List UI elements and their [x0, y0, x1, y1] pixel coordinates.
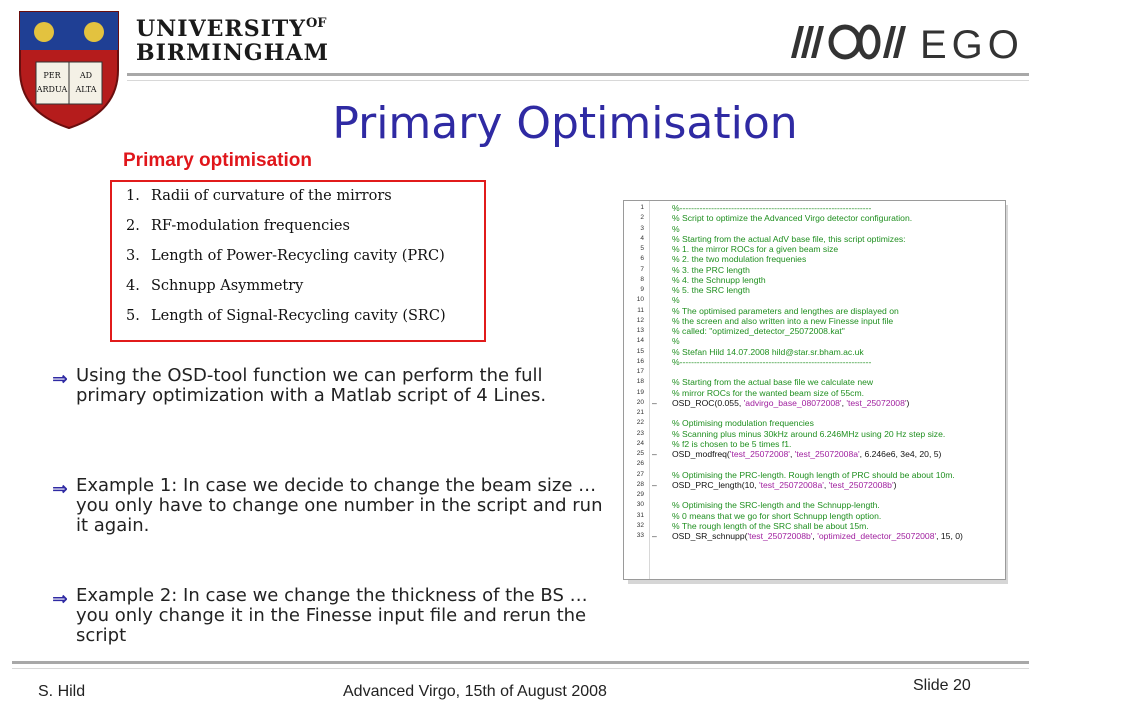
line-number: 12 [636, 316, 644, 324]
optimisation-item-number: 3. [126, 248, 140, 264]
footer-event: Advanced Virgo, 15th of August 2008 [343, 683, 607, 700]
code-token: OSD_modfreq( [672, 449, 730, 459]
line-number: 14 [636, 337, 644, 345]
optimisation-list-caption: Primary optimisation [123, 150, 312, 171]
line-number: 18 [636, 378, 644, 386]
optimisation-item-number: 1. [126, 188, 140, 204]
optimisation-item [126, 248, 445, 264]
code-token: , [841, 397, 847, 408]
code-comment: % mirror ROCs for the wanted beam size of 55cm. [672, 387, 864, 398]
header-divider [127, 73, 1029, 81]
line-number: 17 [636, 368, 644, 375]
code-token: , [823, 479, 829, 490]
crest-motto-per: PER [43, 71, 61, 80]
code-statement [672, 398, 909, 408]
code-token: ) [893, 479, 897, 490]
code-comment: % 3. the PRC length [672, 264, 750, 275]
code-string: 'test_25072008b' [828, 479, 894, 490]
footer-divider [12, 661, 1029, 669]
code-comment: % called: "optimized_detector_25072008.kat" [672, 326, 845, 336]
university-wordmark [136, 16, 329, 66]
line-number: 23 [636, 429, 644, 437]
optimisation-item-text: Radii of curvature of the mirrors [151, 188, 392, 204]
code-comment: % Optimising the PRC-length. Rough length of PRC should be about 10m. [672, 469, 955, 480]
code-comment: % Scanning plus minus 30kHz around 6.246MHz using 20 Hz step size. [672, 428, 946, 439]
code-comment: % Stefan Hild 14.07.2008 hild@star.sr.bham.ac.uk [672, 346, 864, 357]
bullet-text: Example 2: In case we change the thickness of the BS … you only change it in the Finesse input file and rerun the script [76, 585, 588, 646]
optimisation-item-text: Length of Signal-Recycling cavity (SRC) [151, 308, 446, 324]
code-statement [672, 449, 941, 459]
optimisation-item [126, 308, 446, 324]
code-statement [672, 480, 896, 490]
code-string: 'test_25072008a' [758, 479, 824, 490]
line-number: 25 [636, 450, 644, 457]
line-number: 9 [640, 286, 644, 293]
code-comment: % Optimising the SRC-length and the Schnupp-length. [672, 500, 880, 511]
line-number: 8 [640, 275, 644, 283]
line-number: 29 [636, 491, 644, 498]
line-number: 21 [636, 409, 644, 416]
arrow-bullet-icon: ⇒ [52, 588, 68, 610]
code-comment: % Optimising modulation frequencies [672, 418, 814, 429]
code-string: 'test_25072008b' [747, 531, 813, 541]
code-string: 'advirgo_base_08072008' [743, 397, 842, 408]
code-comment: % 0 means that we go for short Schnupp length option. [672, 510, 882, 521]
line-number: 2 [640, 214, 644, 222]
arrow-bullet-icon: ⇒ [52, 478, 68, 500]
breakpoint-marker: – [652, 531, 657, 541]
code-string: 'optimized_detector_25072008' [817, 531, 937, 541]
code-comment: % The optimised parameters and lengthes are displayed on [672, 305, 899, 316]
line-number: 30 [636, 501, 644, 509]
code-comment: % 2. the two modulation frequenies [672, 254, 807, 265]
line-number: 4 [640, 234, 644, 242]
crest-motto-alta: ALTA [75, 85, 97, 94]
code-comment: % [672, 295, 680, 306]
university-line1: UNIVERSITY [136, 16, 306, 42]
code-comment: % Starting from the actual base file we calculate new [672, 377, 874, 388]
line-number: 15 [636, 347, 644, 355]
crest-motto-ardua: ARDUA [36, 85, 68, 94]
code-string: 'test_25072008a' [794, 449, 860, 459]
line-number: 6 [640, 255, 644, 263]
line-number: 33 [636, 532, 644, 539]
line-number: 32 [636, 521, 644, 529]
code-token: ) [906, 397, 910, 408]
arrow-bullet-icon: ⇒ [52, 368, 68, 390]
code-token: , [789, 449, 795, 459]
line-number: 28 [636, 480, 644, 488]
code-comment: %------------------------------------------------------------------- [672, 356, 872, 367]
optimisation-item-text: Schnupp Asymmetry [151, 278, 304, 294]
line-number: 31 [636, 511, 644, 519]
optimisation-list-box [110, 180, 486, 342]
code-statement [672, 531, 963, 541]
code-comment: % 1. the mirror ROCs for a given beam size [672, 244, 839, 254]
optimisation-item-text: RF-modulation frequencies [151, 218, 350, 234]
line-number: 19 [636, 388, 644, 396]
breakpoint-marker: – [652, 397, 657, 408]
optimisation-item [126, 278, 303, 294]
code-comment: % [672, 336, 680, 347]
optimisation-item [126, 218, 350, 234]
footer-author: S. Hild [38, 683, 86, 700]
line-number: 22 [636, 419, 644, 427]
line-number: 26 [636, 460, 644, 468]
code-comment: %------------------------------------------------------------------- [672, 203, 872, 213]
code-comment: % 4. the Schnupp length [672, 274, 766, 285]
optimisation-item-number: 2. [126, 218, 140, 234]
bullet-text: Example 1: In case we decide to change the beam size … you only have to change one number in the script and run it again. [76, 475, 603, 536]
line-number: 16 [636, 357, 644, 365]
optimisation-item-text: Length of Power-Recycling cavity (PRC) [151, 248, 445, 264]
line-number: 1 [640, 204, 644, 211]
code-comment: % Starting from the actual AdV base file, this script optimizes: [672, 233, 906, 244]
code-token: , [812, 531, 818, 541]
line-number: 13 [636, 327, 644, 334]
code-token: , 15, 0) [936, 531, 963, 541]
line-number: 7 [640, 265, 644, 273]
ego-logo [787, 20, 1024, 67]
code-string: 'test_25072008' [729, 449, 790, 459]
crest-motto-ad: AD [79, 71, 93, 80]
code-comment: % Script to optimize the Advanced Virgo detector configuration. [672, 213, 913, 224]
code-comment: % the screen and also written into a new Finesse input file [672, 315, 894, 326]
code-token: OSD_ROC(0.055, [672, 397, 744, 408]
line-number: 5 [640, 245, 644, 252]
code-comment: % The rough length of the SRC shall be about 15m. [672, 520, 869, 531]
code-comment: % [672, 223, 680, 234]
line-number: 3 [640, 224, 644, 232]
ego-logo-text: EGO [920, 23, 1024, 67]
line-number: 10 [636, 296, 644, 304]
slide-number: Slide 20 [913, 677, 971, 694]
optimisation-item [126, 188, 392, 204]
optimisation-item-number: 5. [126, 308, 140, 324]
line-number: 24 [636, 439, 644, 447]
line-number: 20 [636, 398, 644, 406]
code-string: 'test_25072008' [846, 397, 907, 408]
line-number: 11 [637, 306, 644, 314]
breakpoint-marker: – [652, 449, 657, 459]
university-of: OF [305, 16, 327, 31]
matlab-script-panel [623, 200, 1006, 580]
code-token: , 6.246e6, 3e4, 20, 5) [859, 449, 942, 459]
line-number: 27 [636, 470, 644, 478]
code-comment: % f2 is chosen to be 5 times f1. [672, 438, 792, 449]
code-comment: % 5. the SRC length [672, 285, 750, 295]
breakpoint-marker: – [652, 479, 657, 490]
code-token: OSD_PRC_length(10, [672, 479, 759, 490]
code-token: OSD_SR_schnupp( [672, 531, 748, 541]
bullet-text: Using the OSD-tool function we can perform the full primary optimization with a Matlab script of 4 Lines. [76, 365, 547, 406]
university-line2: BIRMINGHAM [136, 40, 329, 66]
slide-title: Primary Optimisation [332, 98, 798, 149]
optimisation-item-number: 4. [126, 278, 140, 294]
